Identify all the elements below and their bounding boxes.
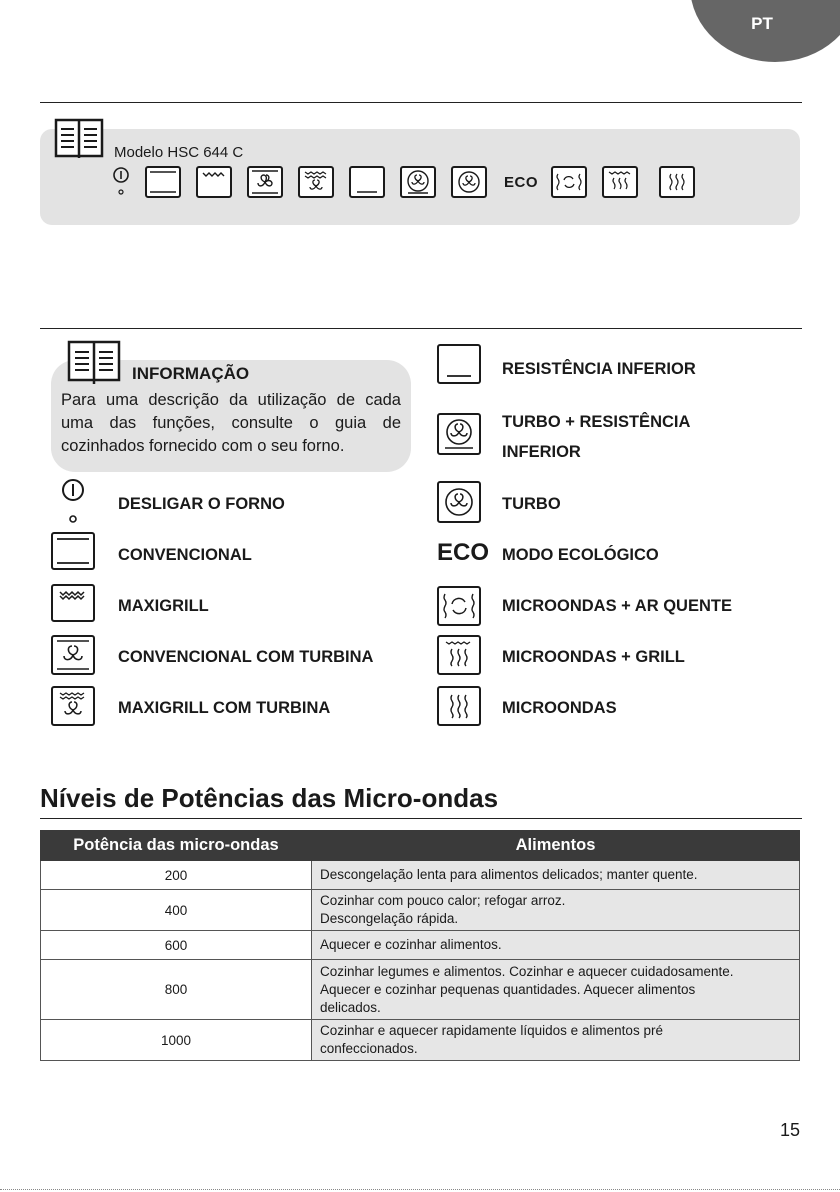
power-value: 600 bbox=[41, 931, 312, 960]
function-label-maxigrill: MAXIGRILL bbox=[118, 597, 209, 615]
conventional-icon bbox=[51, 532, 95, 570]
maxigrill-fan-icon bbox=[51, 686, 95, 726]
turbo-lower-icon bbox=[437, 413, 481, 455]
micro-hot-air-icon bbox=[437, 586, 481, 626]
function-label-conventional-fan: CONVENCIONAL COM TURBINA bbox=[118, 648, 374, 666]
info-text: Para uma descrição da utilização de cada uma das funções, consulte o guia de cozinhados fornecido com o seu forno. bbox=[61, 391, 401, 455]
function-label-eco: MODO ECOLÓGICO bbox=[502, 546, 659, 564]
food-line: Aquecer e cozinhar alimentos. bbox=[320, 937, 502, 952]
food-line: Cozinhar e aquecer rapidamente líquidos e alimentos pré bbox=[320, 1023, 663, 1038]
micro-grill-icon bbox=[602, 166, 638, 198]
turbo-icon bbox=[451, 166, 487, 198]
lower-element-icon bbox=[437, 344, 481, 384]
food-line: Aquecer e cozinhar pequenas quantidades. Aquecer alimentos bbox=[320, 981, 696, 997]
micro-hot-air-icon bbox=[551, 166, 587, 198]
table-header-row bbox=[41, 831, 800, 861]
function-label-turbo-lower-cont: INFERIOR bbox=[502, 443, 581, 461]
function-label-conventional: CONVENCIONAL bbox=[118, 546, 252, 564]
function-label-lower-element: RESISTÊNCIA INFERIOR bbox=[502, 360, 696, 378]
table-row bbox=[41, 1020, 800, 1061]
function-label-micro: MICROONDAS bbox=[502, 699, 617, 717]
conventional-icon bbox=[145, 166, 181, 198]
info-title: INFORMAÇÃO bbox=[132, 364, 250, 383]
page-number: 15 bbox=[780, 1120, 801, 1140]
function-label-maxigrill-fan: MAXIGRILL COM TURBINA bbox=[118, 699, 331, 717]
function-label-turbo-lower: TURBO + RESISTÊNCIA bbox=[502, 413, 691, 431]
model-title: Modelo HSC 644 C bbox=[114, 144, 244, 161]
power-section-title: Níveis de Potências das Micro-ondas bbox=[40, 783, 499, 813]
section-divider bbox=[40, 328, 802, 329]
power-off-icon bbox=[112, 166, 130, 196]
food-description bbox=[312, 1020, 800, 1061]
book-icon bbox=[67, 340, 121, 386]
food-line: Descongelação rápida. bbox=[320, 911, 459, 926]
power-value: 400 bbox=[41, 890, 312, 931]
power-value: 800 bbox=[41, 960, 312, 1020]
language-tab-label: PT bbox=[751, 14, 773, 33]
eco-icon: ECO bbox=[437, 539, 490, 566]
food-description bbox=[312, 890, 800, 931]
food-description bbox=[312, 960, 800, 1020]
power-value: 200 bbox=[41, 861, 312, 890]
food-line: delicados. bbox=[320, 999, 381, 1015]
top-divider bbox=[40, 102, 802, 103]
function-label-off: DESLIGAR O FORNO bbox=[118, 495, 285, 513]
food-line: Cozinhar legumes e alimentos. Cozinhar e aquecer cuidadosamente. bbox=[320, 963, 734, 979]
lower-element-icon bbox=[349, 166, 385, 198]
turbo-icon bbox=[437, 481, 481, 523]
conventional-fan-icon bbox=[247, 166, 283, 198]
food-description bbox=[312, 931, 800, 960]
page-bottom-edge bbox=[0, 1189, 840, 1190]
maxigrill-icon bbox=[196, 166, 232, 198]
power-value: 1000 bbox=[41, 1020, 312, 1061]
micro-icon bbox=[437, 686, 481, 726]
column-header-power: Potência das micro-ondas bbox=[41, 831, 312, 861]
conventional-fan-icon bbox=[51, 635, 95, 675]
function-label-micro-grill: MICROONDAS + GRILL bbox=[502, 648, 685, 666]
food-line: confeccionados. bbox=[320, 1041, 418, 1056]
table-row bbox=[41, 890, 800, 931]
maxigrill-icon bbox=[51, 584, 95, 622]
micro-icon bbox=[659, 166, 695, 198]
food-line: Cozinhar com pouco calor; refogar arroz. bbox=[320, 893, 566, 908]
book-icon bbox=[54, 118, 104, 160]
food-description bbox=[312, 861, 800, 890]
micro-grill-icon bbox=[437, 635, 481, 675]
turbo-lower-icon bbox=[400, 166, 436, 198]
table-row bbox=[41, 861, 800, 890]
power-off-icon bbox=[60, 478, 86, 524]
eco-icon: ECO bbox=[504, 174, 539, 191]
food-line: Descongelação lenta para alimentos delicados; manter quente. bbox=[320, 867, 698, 882]
power-table bbox=[40, 830, 800, 1061]
column-header-food: Alimentos bbox=[312, 831, 800, 861]
power-section-rule bbox=[40, 818, 802, 819]
function-label-micro-hot-air: MICROONDAS + AR QUENTE bbox=[502, 597, 732, 615]
table-row bbox=[41, 931, 800, 960]
function-label-turbo: TURBO bbox=[502, 495, 561, 513]
table-row bbox=[41, 960, 800, 1020]
maxigrill-fan-icon bbox=[298, 166, 334, 198]
